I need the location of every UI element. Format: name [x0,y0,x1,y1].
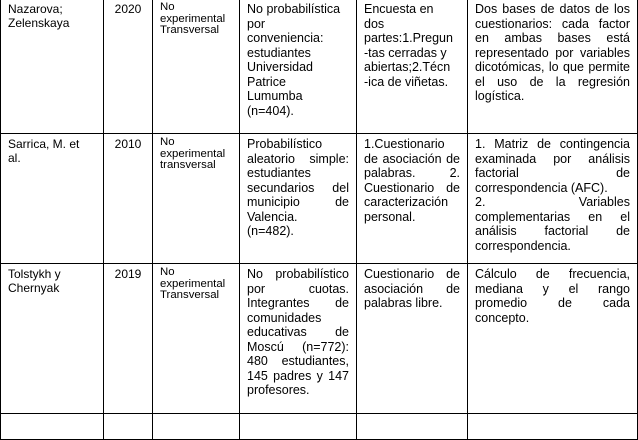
analysis-cell: Cálculo de frecuencia, mediana y el rango promedio de cada concepto. [468,264,638,414]
year-cell: 2010 [104,134,153,264]
author-cell: Tolstykh y Chernyak [1,264,104,414]
year-cell: 2020 [104,0,153,134]
year-cell: 2019 [104,264,153,414]
sample-cell [240,414,357,440]
author-cell [1,414,104,440]
design-cell: No experimental Transversal [153,0,240,134]
analysis-cell [468,414,638,440]
analysis-cell: Dos bases de datos de los cuestionarios: cada factor en ambas bases está representado por variables dicotómicas, lo que permite el uso de la regresión logística. [468,0,638,134]
sample-cell: Probabilístico aleatorio simple: estudiantes secundarios del municipio de Valencia. (n=482). [240,134,357,264]
instrument-cell: 1.Cuestionario de asociación de palabras. 2. Cuestionario de caracterización personal. [357,134,468,264]
analysis-cell: 1. Matriz de contingencia examinada por análisis factorial de correspondencia (AFC). 2. Variables complementarias en el análisis factorial de correspondencia. [468,134,638,264]
author-cell: Sarrica, M. et al. [1,134,104,264]
table-row [1,134,638,264]
design-cell: No experimental transversal [153,134,240,264]
author-cell: Nazarova; Zelenskaya [1,0,104,134]
sample-cell: No probabilística por conveniencia: estudiantes Universidad Patrice Lumumba (n=404). [240,0,357,134]
table-row [1,264,638,414]
table-row [1,0,638,134]
instrument-cell [357,414,468,440]
design-cell [153,414,240,440]
year-cell [104,414,153,440]
instrument-cell: Cuestionario de asociación de palabras libre. [357,264,468,414]
sample-cell: No probabilístico por cuotas. Integrantes de comunidades educativas de Moscú (n=772): 480 estudiantes, 145 padres y 147 profesores. [240,264,357,414]
table-row-partial [1,414,638,440]
design-cell: No experimental Transversal [153,264,240,414]
instrument-cell: Encuesta en dos partes:1.Pregun -tas cerradas y abiertas;2.Técn -ica de viñetas. [357,0,468,134]
